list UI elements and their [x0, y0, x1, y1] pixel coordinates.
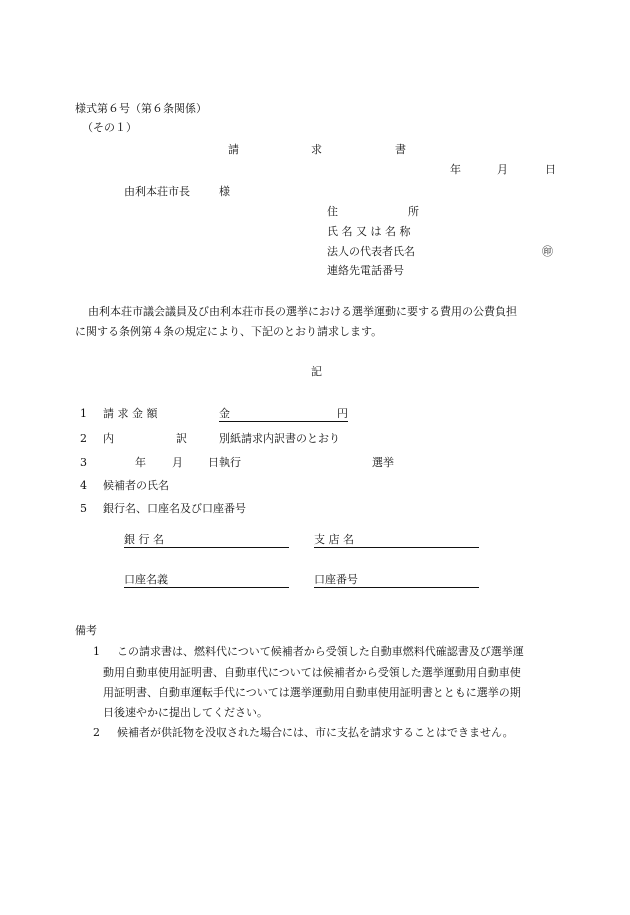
item-4-number: 4 — [80, 479, 87, 492]
addressee-name: 由利本荘市長 — [124, 185, 190, 198]
item-3-election: 選挙 — [372, 456, 394, 469]
item-1-number: 1 — [80, 407, 87, 420]
amount-field — [219, 406, 348, 422]
body-line-2: に関する条例第４条の規定により、下記のとおり請求します。 — [75, 325, 383, 338]
address-label-1: 住 — [327, 205, 338, 218]
item-5-number: 5 — [80, 502, 87, 515]
representative-label: 法人の代表者氏名 — [327, 245, 415, 258]
name-label: 氏 名 又 は 名 称 — [327, 225, 411, 238]
account-number-label: 口座番号 — [314, 573, 358, 586]
note-1-line-1: この請求書は、燃料代について候補者から受領した自動車燃料代確認書及び選挙運 — [117, 645, 524, 658]
bank-name-field — [124, 532, 289, 548]
bank-name-label: 銀 行 名 — [124, 533, 164, 546]
item-2-value: 別紙請求内訳書のとおり — [219, 432, 340, 445]
form-part: （その１） — [82, 121, 137, 134]
note-2-number: 2 — [93, 726, 100, 739]
title-char-1: 請 — [228, 143, 239, 156]
item-2-number: 2 — [80, 432, 87, 445]
amount-en: 円 — [337, 407, 348, 420]
notes-heading: 備考 — [75, 624, 97, 637]
item-3-month: 月 — [172, 456, 183, 469]
seal-mark: ㊞ — [542, 245, 553, 258]
item-3-year: 年 — [135, 456, 146, 469]
branch-name-field — [314, 532, 479, 548]
amount-kin: 金 — [219, 407, 230, 420]
item-3-day: 日執行 — [208, 456, 241, 469]
account-number-field — [314, 572, 479, 588]
phone-label: 連絡先電話番号 — [327, 264, 404, 277]
date-month: 月 — [497, 163, 508, 176]
note-2-text: 候補者が供託物を没収された場合には、市に支払を請求することはできません。 — [117, 726, 514, 739]
ki-heading: 記 — [311, 365, 322, 378]
note-1-line-4: 日後速やかに提出してください。 — [103, 706, 268, 719]
item-3-number: 3 — [80, 456, 87, 469]
addressee-honorific: 様 — [219, 185, 230, 198]
item-2-label-a: 内 — [103, 432, 114, 445]
date-day: 日 — [545, 163, 556, 176]
item-1-label: 請 求 金 額 — [103, 407, 158, 420]
item-2-label-b: 訳 — [176, 432, 187, 445]
note-1-line-3: 用証明書、自動車運転手代については選挙運動用自動車使用証明書とともに選挙の期 — [103, 686, 521, 699]
item-4-label: 候補者の氏名 — [103, 479, 169, 492]
body-line-1: 由利本荘市議会議員及び由利本荘市長の選挙における選挙運動に要する費用の公費負担 — [88, 305, 517, 318]
form-number: 様式第６号（第６条関係） — [75, 102, 207, 115]
date-year: 年 — [450, 163, 461, 176]
branch-name-label: 支 店 名 — [314, 533, 354, 546]
title-char-2: 求 — [311, 143, 322, 156]
title-char-3: 書 — [395, 143, 406, 156]
account-holder-field — [124, 572, 289, 588]
note-1-number: 1 — [93, 645, 100, 658]
address-label-2: 所 — [408, 205, 419, 218]
item-5-label: 銀行名、口座名及び口座番号 — [103, 502, 246, 515]
account-holder-label: 口座名義 — [124, 573, 168, 586]
note-1-line-2: 動用自動車使用証明書、自動車代については候補者から受領した選挙運動用自動車使 — [103, 666, 521, 679]
